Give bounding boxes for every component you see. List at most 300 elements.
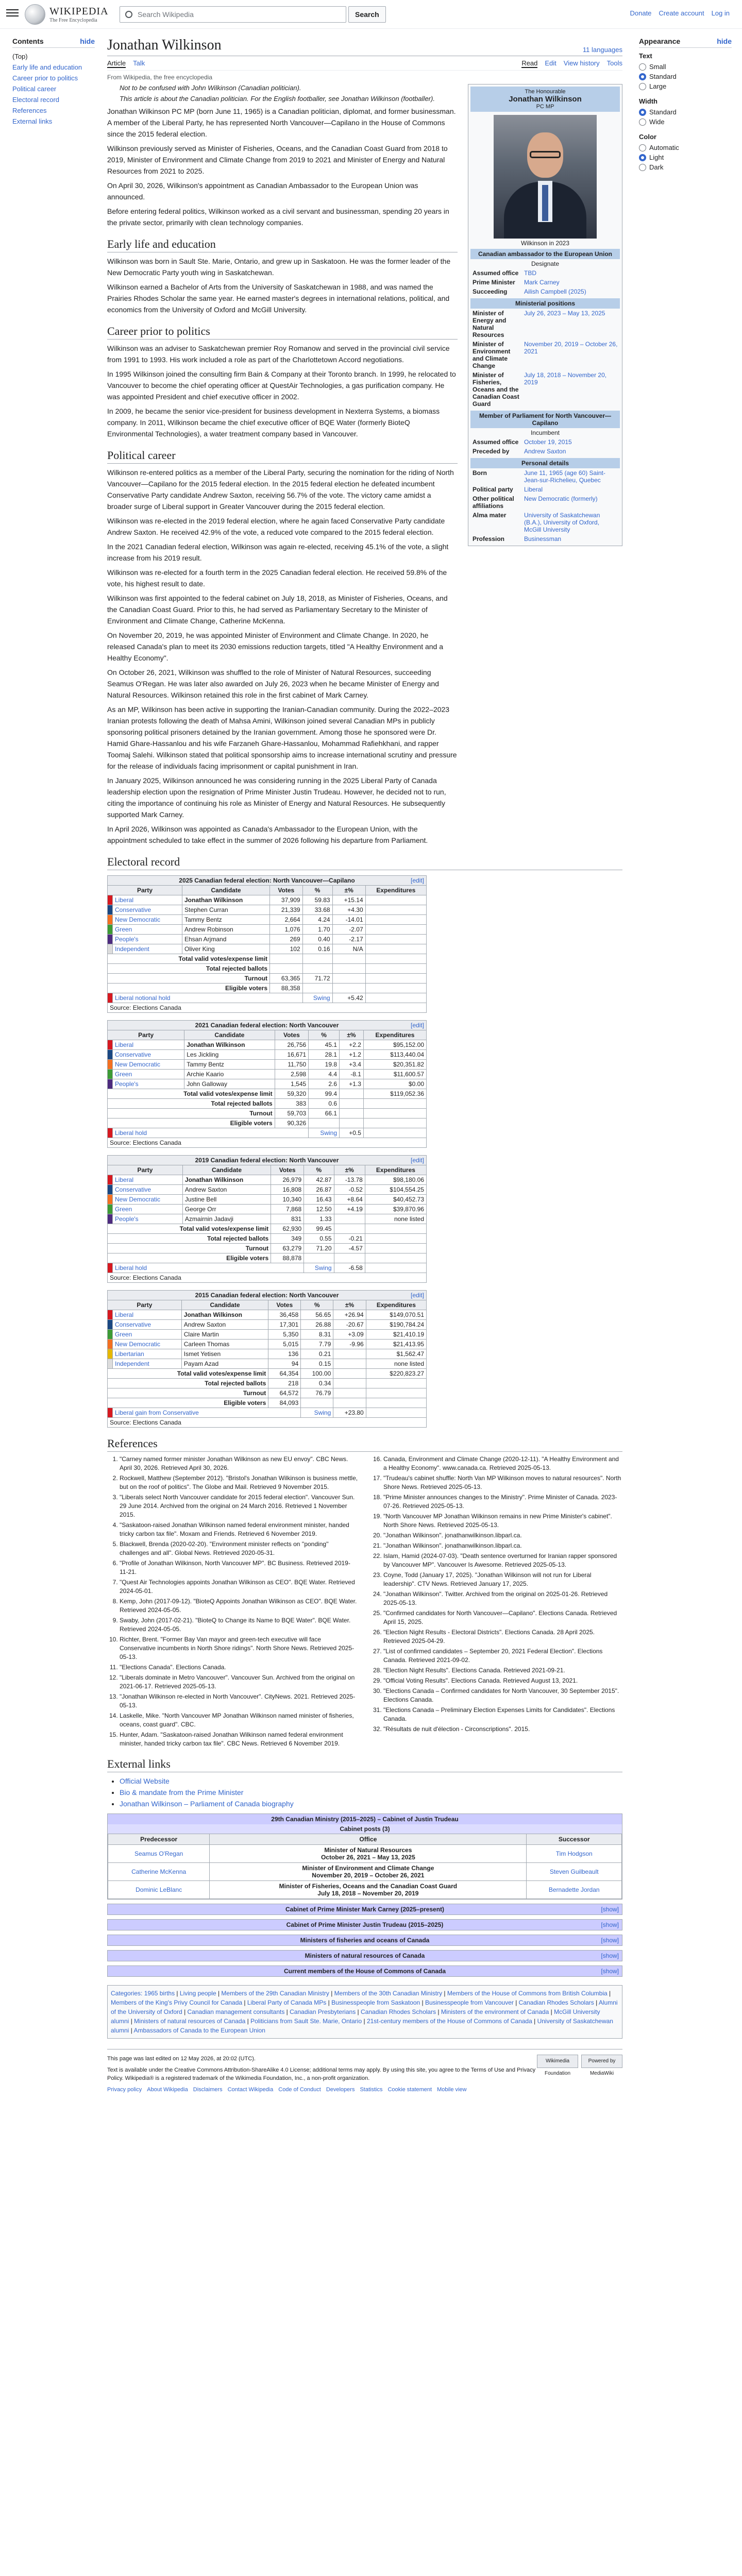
party-name[interactable]: Green bbox=[113, 925, 182, 935]
party-name[interactable]: Libertarian bbox=[113, 1349, 182, 1359]
toc-item[interactable]: Electoral record bbox=[12, 96, 60, 104]
category-link[interactable]: Businesspeople from Vancouver bbox=[425, 1999, 514, 2006]
footer-link[interactable]: About Wikipedia bbox=[147, 2087, 188, 2093]
search-icon bbox=[125, 11, 132, 18]
reference-item: 1. "Carney named former minister Jonathan Wilkinson as new EU envoy". CBC News. April 30, 2026. Retrieved April 30, 2026. bbox=[120, 1455, 359, 1472]
totals-row bbox=[108, 1099, 427, 1109]
party-name[interactable]: Independent bbox=[113, 944, 182, 954]
election-results-table bbox=[107, 1290, 427, 1428]
change-cell bbox=[333, 1359, 366, 1369]
expenditures-cell bbox=[365, 935, 426, 944]
reference-item: 7. "Quest Air Technologies appoints Jonathan Wilkinson as CEO". BQE Water. Retrieved 2024-05-01. bbox=[120, 1578, 359, 1596]
footer-link[interactable]: Contact Wikipedia bbox=[227, 2087, 274, 2093]
totals-value bbox=[366, 1398, 426, 1408]
appearance-hide-button[interactable]: hide bbox=[717, 37, 732, 45]
navbox-title[interactable]: Ministers of fisheries and oceans of Canada bbox=[300, 1937, 430, 1944]
pref-group-label: Color bbox=[639, 133, 656, 141]
succession-column-header: Office bbox=[210, 1834, 527, 1845]
category-link[interactable]: Ambassadors of Canada to the European Union bbox=[133, 2027, 265, 2034]
edit-link[interactable]: [edit] bbox=[410, 1022, 424, 1029]
election-results-table bbox=[107, 1155, 427, 1283]
party-color-swatch bbox=[108, 895, 113, 905]
site-header bbox=[0, 0, 742, 29]
result-label[interactable]: Liberal gain from Conservative bbox=[113, 1408, 301, 1418]
footer-link[interactable]: Statistics bbox=[360, 2087, 383, 2093]
table-row bbox=[108, 1330, 427, 1340]
candidate-name: Jonathan Wilkinson bbox=[181, 1310, 268, 1320]
table-row bbox=[108, 905, 427, 915]
infobox-row bbox=[470, 447, 620, 456]
toc-item[interactable]: Career prior to politics bbox=[12, 74, 78, 82]
party-name[interactable]: Independent bbox=[113, 1359, 182, 1369]
swing-label[interactable]: Swing bbox=[301, 1408, 333, 1418]
result-label[interactable]: Liberal hold bbox=[113, 1263, 304, 1273]
party-color-swatch bbox=[108, 1263, 113, 1273]
change-cell: +26.94 bbox=[333, 1310, 366, 1320]
page-title: Jonathan Wilkinson bbox=[107, 37, 222, 53]
votes-cell: 5,015 bbox=[268, 1340, 301, 1349]
header-link-donate[interactable]: Donate bbox=[630, 9, 652, 17]
swing-label[interactable]: Swing bbox=[304, 1263, 334, 1273]
expenditures-cell: none listed bbox=[366, 1359, 426, 1369]
external-links-list bbox=[107, 1775, 622, 1809]
column-header: % bbox=[301, 1300, 333, 1310]
radio-icon[interactable] bbox=[639, 83, 646, 90]
reference-item: 4. "Saskatoon-raised Jonathan Wilkinson named federal environment minister, handed tricky carbon tax file". Moxam and Friends. Retrieved 6 November 2019. bbox=[120, 1521, 359, 1538]
infobox-honorific: The Honourable bbox=[525, 89, 566, 95]
column-header: % bbox=[309, 1030, 340, 1040]
toc-item[interactable]: Early life and education bbox=[12, 63, 82, 71]
pref-option[interactable] bbox=[639, 162, 732, 172]
totals-value: 62,930 bbox=[271, 1224, 304, 1234]
section-heading: Early life and education bbox=[107, 238, 458, 252]
totals-value bbox=[340, 1089, 364, 1099]
infobox-row bbox=[470, 340, 620, 370]
result-label[interactable]: Liberal notional hold bbox=[113, 993, 303, 1003]
navbox-show-toggle[interactable]: [show] bbox=[601, 1968, 619, 1975]
toc-hide-button[interactable]: hide bbox=[80, 37, 95, 45]
hatnote: Not to be confused with John Wilkinson (Canadian politician). bbox=[120, 84, 301, 92]
party-name[interactable]: Conservative bbox=[113, 1320, 182, 1330]
radio-icon[interactable] bbox=[639, 118, 646, 126]
totals-value: 218 bbox=[268, 1379, 301, 1388]
person-cell[interactable]: Steven Guilbeault bbox=[527, 1863, 622, 1881]
category-link[interactable]: Members of the 30th Canadian Ministry bbox=[334, 1990, 443, 1997]
totals-value: -4.57 bbox=[334, 1244, 365, 1253]
totals-value bbox=[340, 1099, 364, 1109]
infobox-value[interactable]: New Democratic (formerly) bbox=[524, 495, 598, 502]
expenditures-cell: $149,070.51 bbox=[366, 1310, 426, 1320]
swing-label[interactable]: Swing bbox=[309, 1128, 340, 1138]
radio-icon[interactable] bbox=[639, 73, 646, 80]
totals-value: 64,572 bbox=[268, 1388, 301, 1398]
totals-value: 59,320 bbox=[275, 1089, 309, 1099]
reference-item: 19. "North Vancouver MP Jonathan Wilkinson remains in new Prime Minister's cabinet". North Shore News. Retrieved 2025-05-13. bbox=[383, 1512, 622, 1530]
category-link[interactable]: Members of the 29th Canadian Ministry bbox=[221, 1990, 329, 1997]
tab-edit[interactable]: Edit bbox=[545, 59, 556, 67]
succession-subheader: Cabinet posts (3) bbox=[108, 1824, 622, 1834]
last-edited: This page was last edited on 12 May 2026, at 20:02 (UTC). bbox=[107, 2056, 256, 2062]
percent-cell: 4.24 bbox=[302, 915, 332, 925]
table-row bbox=[108, 895, 427, 905]
totals-row bbox=[108, 1253, 427, 1263]
totals-row bbox=[108, 1118, 427, 1128]
pref-option[interactable] bbox=[639, 107, 732, 117]
paragraph: On April 30, 2026, Wilkinson's appointment as Canadian Ambassador to the European Union was announced. bbox=[107, 181, 418, 201]
navbox-show-toggle[interactable]: [show] bbox=[601, 1952, 619, 1959]
category-link[interactable]: Businesspeople from Saskatoon bbox=[331, 1999, 420, 2006]
source-row bbox=[108, 1003, 427, 1013]
category-link[interactable]: Members of the House of Commons from British Columbia bbox=[447, 1990, 608, 1997]
reference-item: 13. "Jonathan Wilkinson re-elected in North Vancouver". CityNews. 2021. Retrieved 2025-05-13. bbox=[120, 1692, 359, 1710]
person-cell[interactable]: Bernadette Jordan bbox=[527, 1881, 622, 1899]
candidate-name: Oliver King bbox=[182, 944, 269, 954]
party-name[interactable]: New Democratic bbox=[113, 1340, 182, 1349]
external-link[interactable]: Jonathan Wilkinson – Parliament of Canada biography bbox=[120, 1800, 294, 1808]
party-name[interactable]: Conservative bbox=[113, 1050, 184, 1060]
edit-link[interactable]: [edit] bbox=[410, 877, 424, 884]
person-cell[interactable]: Tim Hodgson bbox=[527, 1845, 622, 1863]
party-name[interactable]: Green bbox=[113, 1330, 182, 1340]
party-name[interactable]: People's bbox=[113, 1079, 184, 1089]
expenditures-cell bbox=[365, 925, 426, 935]
swing-label[interactable]: Swing bbox=[302, 993, 332, 1003]
table-row bbox=[108, 1214, 427, 1224]
category-link[interactable]: 1965 births bbox=[144, 1990, 175, 1997]
pref-option-label: Light bbox=[649, 154, 664, 161]
category-link[interactable]: Alumni of the University of Oxford bbox=[111, 1999, 618, 2015]
votes-cell: 11,750 bbox=[275, 1060, 309, 1070]
expenditures-cell: $104,554.25 bbox=[365, 1185, 426, 1195]
reference-item: 10. Richter, Brent. "Former Bay Van mayor and green-tech executive will face Conservative incumbents in North Shore ridings". North Shore News. Retrieved 2025-05-13. bbox=[120, 1635, 359, 1662]
pref-option[interactable] bbox=[639, 152, 732, 162]
toc-item[interactable]: (Top) bbox=[12, 53, 28, 60]
category-link[interactable]: University of Saskatchewan alumni bbox=[111, 2018, 613, 2034]
totals-label: Eligible voters bbox=[108, 1118, 275, 1128]
edit-link[interactable]: [edit] bbox=[410, 1292, 424, 1299]
party-name[interactable]: People's bbox=[113, 935, 182, 944]
reference-item: 27. "List of confirmed candidates – September 20, 2021 Federal Election". Elections Canada. Retrieved 2021-09-02. bbox=[383, 1647, 622, 1665]
result-row bbox=[108, 1128, 427, 1138]
person-cell[interactable]: Catherine McKenna bbox=[108, 1863, 210, 1881]
infobox-value[interactable]: Liberal bbox=[524, 486, 543, 493]
swing-value: +5.42 bbox=[332, 993, 365, 1003]
totals-row bbox=[108, 1109, 427, 1118]
person-cell[interactable]: Seamus O'Regan bbox=[108, 1845, 210, 1863]
totals-value: 76.79 bbox=[301, 1388, 333, 1398]
percent-cell: 0.21 bbox=[301, 1349, 333, 1359]
party-name[interactable]: New Democratic bbox=[113, 915, 182, 925]
category-link[interactable]: 21st-century members of the House of Commons of Canada bbox=[366, 2018, 532, 2025]
search-button[interactable]: Search bbox=[348, 6, 386, 23]
votes-cell: 136 bbox=[268, 1349, 301, 1359]
infobox-row bbox=[470, 278, 620, 287]
pref-option[interactable] bbox=[639, 72, 732, 81]
totals-value bbox=[333, 1398, 366, 1408]
navbox-title[interactable]: Ministers of natural resources of Canada bbox=[305, 1952, 425, 1959]
party-name[interactable]: Conservative bbox=[113, 1185, 183, 1195]
party-color-swatch bbox=[108, 1195, 113, 1205]
expenditures-cell bbox=[365, 905, 426, 915]
toc-item[interactable]: References bbox=[12, 107, 47, 114]
expenditures-cell: $11,600.57 bbox=[363, 1070, 426, 1079]
change-cell: -20.67 bbox=[333, 1320, 366, 1330]
infobox-value[interactable]: June 11, 1965 (age 60) Saint-Jean-sur-Richelieu, Quebec bbox=[524, 469, 605, 484]
totals-value: 99.4 bbox=[309, 1089, 340, 1099]
totals-value: $119,052.36 bbox=[363, 1089, 426, 1099]
totals-value: $220,823.27 bbox=[366, 1369, 426, 1379]
tab-tools[interactable]: Tools bbox=[606, 59, 622, 67]
change-cell: -9.96 bbox=[333, 1340, 366, 1349]
toc-title: Contents bbox=[12, 37, 44, 45]
table-row bbox=[108, 1205, 427, 1214]
reference-item: 17. "Trudeau's cabinet shuffle: North Van MP Wilkinson moves to natural resources". North Shore News. Retrieved 2025-05-13. bbox=[383, 1474, 622, 1492]
votes-cell: 16,808 bbox=[271, 1185, 304, 1195]
table-row bbox=[108, 915, 427, 925]
infobox-value[interactable]: Ailish Campbell (2025) bbox=[524, 288, 586, 295]
navbox-header bbox=[108, 1966, 622, 1976]
reference-item: 25. "Confirmed candidates for North Vancouver—Capilano". Elections Canada. Retrieved April 15, 2025. bbox=[383, 1609, 622, 1626]
infobox-value[interactable]: July 26, 2023 – May 13, 2025 bbox=[524, 310, 605, 317]
table-row bbox=[108, 1185, 427, 1195]
paragraph: Wilkinson earned a Bachelor of Arts from the University of Saskatchewan in 1988, and was named the Prairies Rhodes Scholar the same year. He earned master's degrees in international relations, political, and economics from the University of Oxford and McGill University. bbox=[107, 283, 450, 314]
percent-cell: 0.40 bbox=[302, 935, 332, 944]
infobox-value[interactable]: University of Saskatchewan (B.A.), University of Oxford, McGill University bbox=[524, 512, 600, 533]
election-table-caption bbox=[108, 1156, 427, 1165]
column-header: Expenditures bbox=[365, 1165, 426, 1175]
party-name[interactable]: New Democratic bbox=[113, 1195, 183, 1205]
infobox-key: Prime Minister bbox=[473, 279, 515, 286]
totals-row bbox=[108, 1089, 427, 1099]
infobox-key: Minister of Fisheries, Oceans and the Canadian Coast Guard bbox=[473, 371, 519, 408]
succession-row bbox=[108, 1845, 622, 1863]
infobox-value[interactable]: Businessman bbox=[524, 535, 562, 543]
category-link[interactable]: Canadian management consultants bbox=[187, 2008, 285, 2015]
totals-value bbox=[301, 1398, 333, 1408]
footer-badge[interactable]: Powered by MediaWiki bbox=[581, 2055, 622, 2068]
result-label[interactable]: Liberal hold bbox=[113, 1128, 309, 1138]
infobox-row bbox=[470, 511, 620, 534]
pref-group bbox=[639, 97, 732, 127]
infobox-key: Assumed office bbox=[473, 438, 519, 446]
totals-value bbox=[340, 1118, 364, 1128]
category-link[interactable]: Living people bbox=[179, 1990, 216, 1997]
percent-cell: 0.16 bbox=[302, 944, 332, 954]
column-header: Expenditures bbox=[366, 1300, 426, 1310]
totals-row bbox=[108, 1398, 427, 1408]
pref-option[interactable] bbox=[639, 81, 732, 91]
candidate-name: Andrew Saxton bbox=[181, 1320, 268, 1330]
table-row bbox=[108, 944, 427, 954]
election-title: 2019 Canadian federal election: North Vancouver bbox=[195, 1157, 339, 1164]
totals-label: Total valid votes/expense limit bbox=[108, 1224, 271, 1234]
change-cell: +3.09 bbox=[333, 1330, 366, 1340]
footer-link[interactable]: Mobile view bbox=[437, 2087, 467, 2093]
navbox bbox=[107, 1935, 622, 1946]
navbox-title[interactable]: Cabinet of Prime Minister Justin Trudeau (2015–2025) bbox=[286, 1921, 444, 1928]
infobox-value[interactable]: November 20, 2019 – October 26, 2021 bbox=[524, 341, 618, 355]
section-heading: External links bbox=[107, 1757, 622, 1772]
site-sub: From Wikipedia, the free encyclopedia bbox=[107, 74, 213, 81]
totals-value: 99.45 bbox=[304, 1224, 334, 1234]
totals-value: 100.00 bbox=[301, 1369, 333, 1379]
external-link[interactable]: Official Website bbox=[120, 1777, 170, 1785]
footer-link[interactable]: Disclaimers bbox=[193, 2087, 223, 2093]
category-link[interactable]: McGill University alumni bbox=[111, 2008, 600, 2025]
change-cell: -2.17 bbox=[332, 935, 365, 944]
toc-item[interactable]: Political career bbox=[12, 85, 57, 93]
party-color-swatch bbox=[108, 915, 113, 925]
portrait-image[interactable] bbox=[494, 115, 597, 239]
category-link[interactable]: Members of the King's Privy Council for Canada bbox=[111, 1999, 243, 2006]
votes-cell: 16,671 bbox=[275, 1050, 309, 1060]
table-row bbox=[108, 1079, 427, 1089]
party-name[interactable]: People's bbox=[113, 1214, 183, 1224]
category-link[interactable]: Ministers of the environment of Canada bbox=[441, 2008, 549, 2015]
infobox-value[interactable]: TBD bbox=[524, 269, 536, 277]
category-link[interactable]: Canadian Rhodes Scholars bbox=[518, 1999, 594, 2006]
main-menu-button[interactable] bbox=[6, 7, 19, 20]
radio-icon[interactable] bbox=[639, 164, 646, 171]
navbox-show-toggle[interactable]: [show] bbox=[601, 1906, 619, 1913]
percent-cell: 26.87 bbox=[304, 1185, 334, 1195]
infobox-value[interactable]: Mark Carney bbox=[524, 279, 560, 286]
change-cell: -2.07 bbox=[332, 925, 365, 935]
tab-read[interactable]: Read bbox=[521, 59, 538, 67]
pref-option[interactable] bbox=[639, 117, 732, 127]
radio-icon[interactable] bbox=[639, 63, 646, 71]
footer-link[interactable]: Code of Conduct bbox=[278, 2087, 321, 2093]
election-title: 2015 Canadian federal election: North Vancouver bbox=[195, 1292, 339, 1299]
category-link[interactable]: Canadian Presbyterians bbox=[290, 2008, 356, 2015]
reference-item: 28. "Election Night Results". Elections Canada. Retrieved 2021-09-21. bbox=[383, 1666, 622, 1675]
totals-row bbox=[108, 1224, 427, 1234]
totals-value bbox=[302, 984, 332, 993]
infobox-key: Born bbox=[473, 469, 487, 477]
expenditures-cell: $40,452.73 bbox=[365, 1195, 426, 1205]
party-name[interactable]: Green bbox=[113, 1205, 183, 1214]
expenditures-cell bbox=[365, 895, 426, 905]
pref-option-label: Standard bbox=[649, 108, 677, 116]
edit-link[interactable]: [edit] bbox=[410, 1157, 424, 1164]
infobox-value[interactable]: July 18, 2018 – November 20, 2019 bbox=[524, 371, 607, 386]
license-text: Text is available under the Creative Commons Attribution-ShareAlike 4.0 License; additional terms may apply. By using this site, you agree to the Terms of Use and Privacy Policy. Wikipedia® is a registered trademark of the Wikimedia Foundation, Inc., a non-profit organization. bbox=[107, 2067, 536, 2081]
toc-item[interactable]: External links bbox=[12, 117, 53, 125]
source-cell: Source: Elections Canada bbox=[108, 1273, 427, 1283]
party-name[interactable]: Liberal bbox=[113, 895, 182, 905]
search-input[interactable] bbox=[120, 6, 346, 23]
table-row bbox=[108, 1320, 427, 1330]
tab-view-history[interactable]: View history bbox=[563, 59, 600, 67]
radio-icon[interactable] bbox=[639, 154, 646, 161]
party-color-swatch bbox=[108, 944, 113, 954]
totals-value bbox=[334, 1224, 365, 1234]
radio-icon[interactable] bbox=[639, 109, 646, 116]
tab-article[interactable]: Article bbox=[107, 59, 126, 67]
user-links bbox=[630, 9, 730, 17]
infobox-value[interactable]: October 19, 2015 bbox=[524, 438, 572, 446]
language-button[interactable]: 11 languages bbox=[582, 46, 622, 54]
category-link[interactable]: Politicians from Sault Ste. Marie, Ontario bbox=[250, 2018, 362, 2025]
expenditures-cell: $98,180.06 bbox=[365, 1175, 426, 1185]
totals-value bbox=[340, 1109, 364, 1118]
footer-link[interactable]: Cookie statement bbox=[387, 2087, 432, 2093]
footer-link[interactable]: Privacy policy bbox=[107, 2087, 142, 2093]
party-name[interactable]: Liberal bbox=[113, 1310, 182, 1320]
pref-option[interactable] bbox=[639, 62, 732, 72]
category-link[interactable]: Liberal Party of Canada MPs bbox=[247, 1999, 327, 2006]
swing-value: -6.58 bbox=[334, 1263, 365, 1273]
candidate-name: Claire Martin bbox=[181, 1330, 268, 1340]
percent-cell: 56.65 bbox=[301, 1310, 333, 1320]
candidate-name: Les Jickling bbox=[184, 1050, 275, 1060]
totals-label: Turnout bbox=[108, 1388, 268, 1398]
candidate-name: George Orr bbox=[182, 1205, 271, 1214]
totals-label: Total valid votes/expense limit bbox=[108, 954, 270, 964]
portrait-caption: Wilkinson in 2023 bbox=[520, 240, 570, 247]
change-cell: +15.14 bbox=[332, 895, 365, 905]
party-name[interactable]: Liberal bbox=[113, 1175, 183, 1185]
candidate-name: Ismet Yetisen bbox=[181, 1349, 268, 1359]
tab-talk[interactable]: Talk bbox=[133, 59, 145, 67]
hatnote: This article is about the Canadian politician. For the English footballer, see Jonathan Wilkinson (footballer). bbox=[120, 95, 435, 103]
change-cell: +1.3 bbox=[340, 1079, 364, 1089]
categories-label[interactable]: Categories: bbox=[111, 1990, 143, 1997]
pref-option[interactable] bbox=[639, 143, 732, 152]
navbox-show-toggle[interactable]: [show] bbox=[601, 1921, 619, 1928]
category-link[interactable]: Canadian Rhodes Scholars bbox=[361, 2008, 436, 2015]
footer-link[interactable]: Developers bbox=[326, 2087, 355, 2093]
infobox-value[interactable]: Andrew Saxton bbox=[524, 448, 566, 455]
appearance-title: Appearance bbox=[639, 37, 681, 45]
totals-label: Total rejected ballots bbox=[108, 1234, 271, 1244]
totals-value bbox=[365, 954, 426, 964]
header-link-log-in[interactable]: Log in bbox=[711, 9, 730, 17]
swing-value: +0.5 bbox=[340, 1128, 364, 1138]
column-header: ±% bbox=[334, 1165, 365, 1175]
category-link[interactable]: Ministers of natural resources of Canada bbox=[134, 2018, 246, 2025]
navbox-show-toggle[interactable]: [show] bbox=[601, 1937, 619, 1944]
wikipedia-logo[interactable] bbox=[25, 4, 109, 25]
party-name[interactable]: Conservative bbox=[113, 905, 182, 915]
reference-item: 16. Canada, Environment and Climate Change (2020-12-11). "A Healthy Environment and a Healthy Economy". www.canada.ca. Retrieved 2025-05-13. bbox=[383, 1455, 622, 1472]
navbox-title[interactable]: Cabinet of Prime Minister Mark Carney (2025–present) bbox=[285, 1906, 445, 1913]
column-header: Expenditures bbox=[365, 886, 426, 895]
radio-icon[interactable] bbox=[639, 144, 646, 151]
column-header: Votes bbox=[270, 886, 303, 895]
percent-cell: 7.79 bbox=[301, 1340, 333, 1349]
footer-badge[interactable]: Wikimedia Foundation bbox=[537, 2055, 578, 2068]
party-name[interactable]: Liberal bbox=[113, 1040, 184, 1050]
infobox-key: Succeeding bbox=[473, 288, 508, 295]
party-name[interactable]: New Democratic bbox=[113, 1060, 184, 1070]
external-link-item bbox=[120, 1798, 622, 1809]
navbox-title[interactable]: Current members of the House of Commons of Canada bbox=[283, 1968, 446, 1975]
votes-cell: 37,909 bbox=[270, 895, 303, 905]
reference-item: 31. "Elections Canada – Preliminary Election Expenses Limits for Candidates". Elections Canada. bbox=[383, 1706, 622, 1723]
external-link[interactable]: Bio & mandate from the Prime Minister bbox=[120, 1788, 244, 1797]
person-cell[interactable]: Dominic LeBlanc bbox=[108, 1881, 210, 1899]
external-link-item bbox=[120, 1775, 622, 1787]
result-row bbox=[108, 993, 427, 1003]
party-name[interactable]: Green bbox=[113, 1070, 184, 1079]
party-color-swatch bbox=[108, 935, 113, 944]
pref-group-label: Width bbox=[639, 97, 657, 105]
infobox-postnominal: PC MP bbox=[536, 104, 554, 110]
infobox-row bbox=[470, 534, 620, 544]
header-link-create-account[interactable]: Create account bbox=[659, 9, 704, 17]
paragraph: In January 2025, Wilkinson announced he was considering running in the 2025 Liberal Party of Canada leadership election upon the resignation of Prime Minister Justin Trudeau. However, he decided not to run, citing the importance of continuing his role as Minister of Energy and Natural Resources. He subsequently supported Mark Carney. bbox=[107, 776, 446, 819]
